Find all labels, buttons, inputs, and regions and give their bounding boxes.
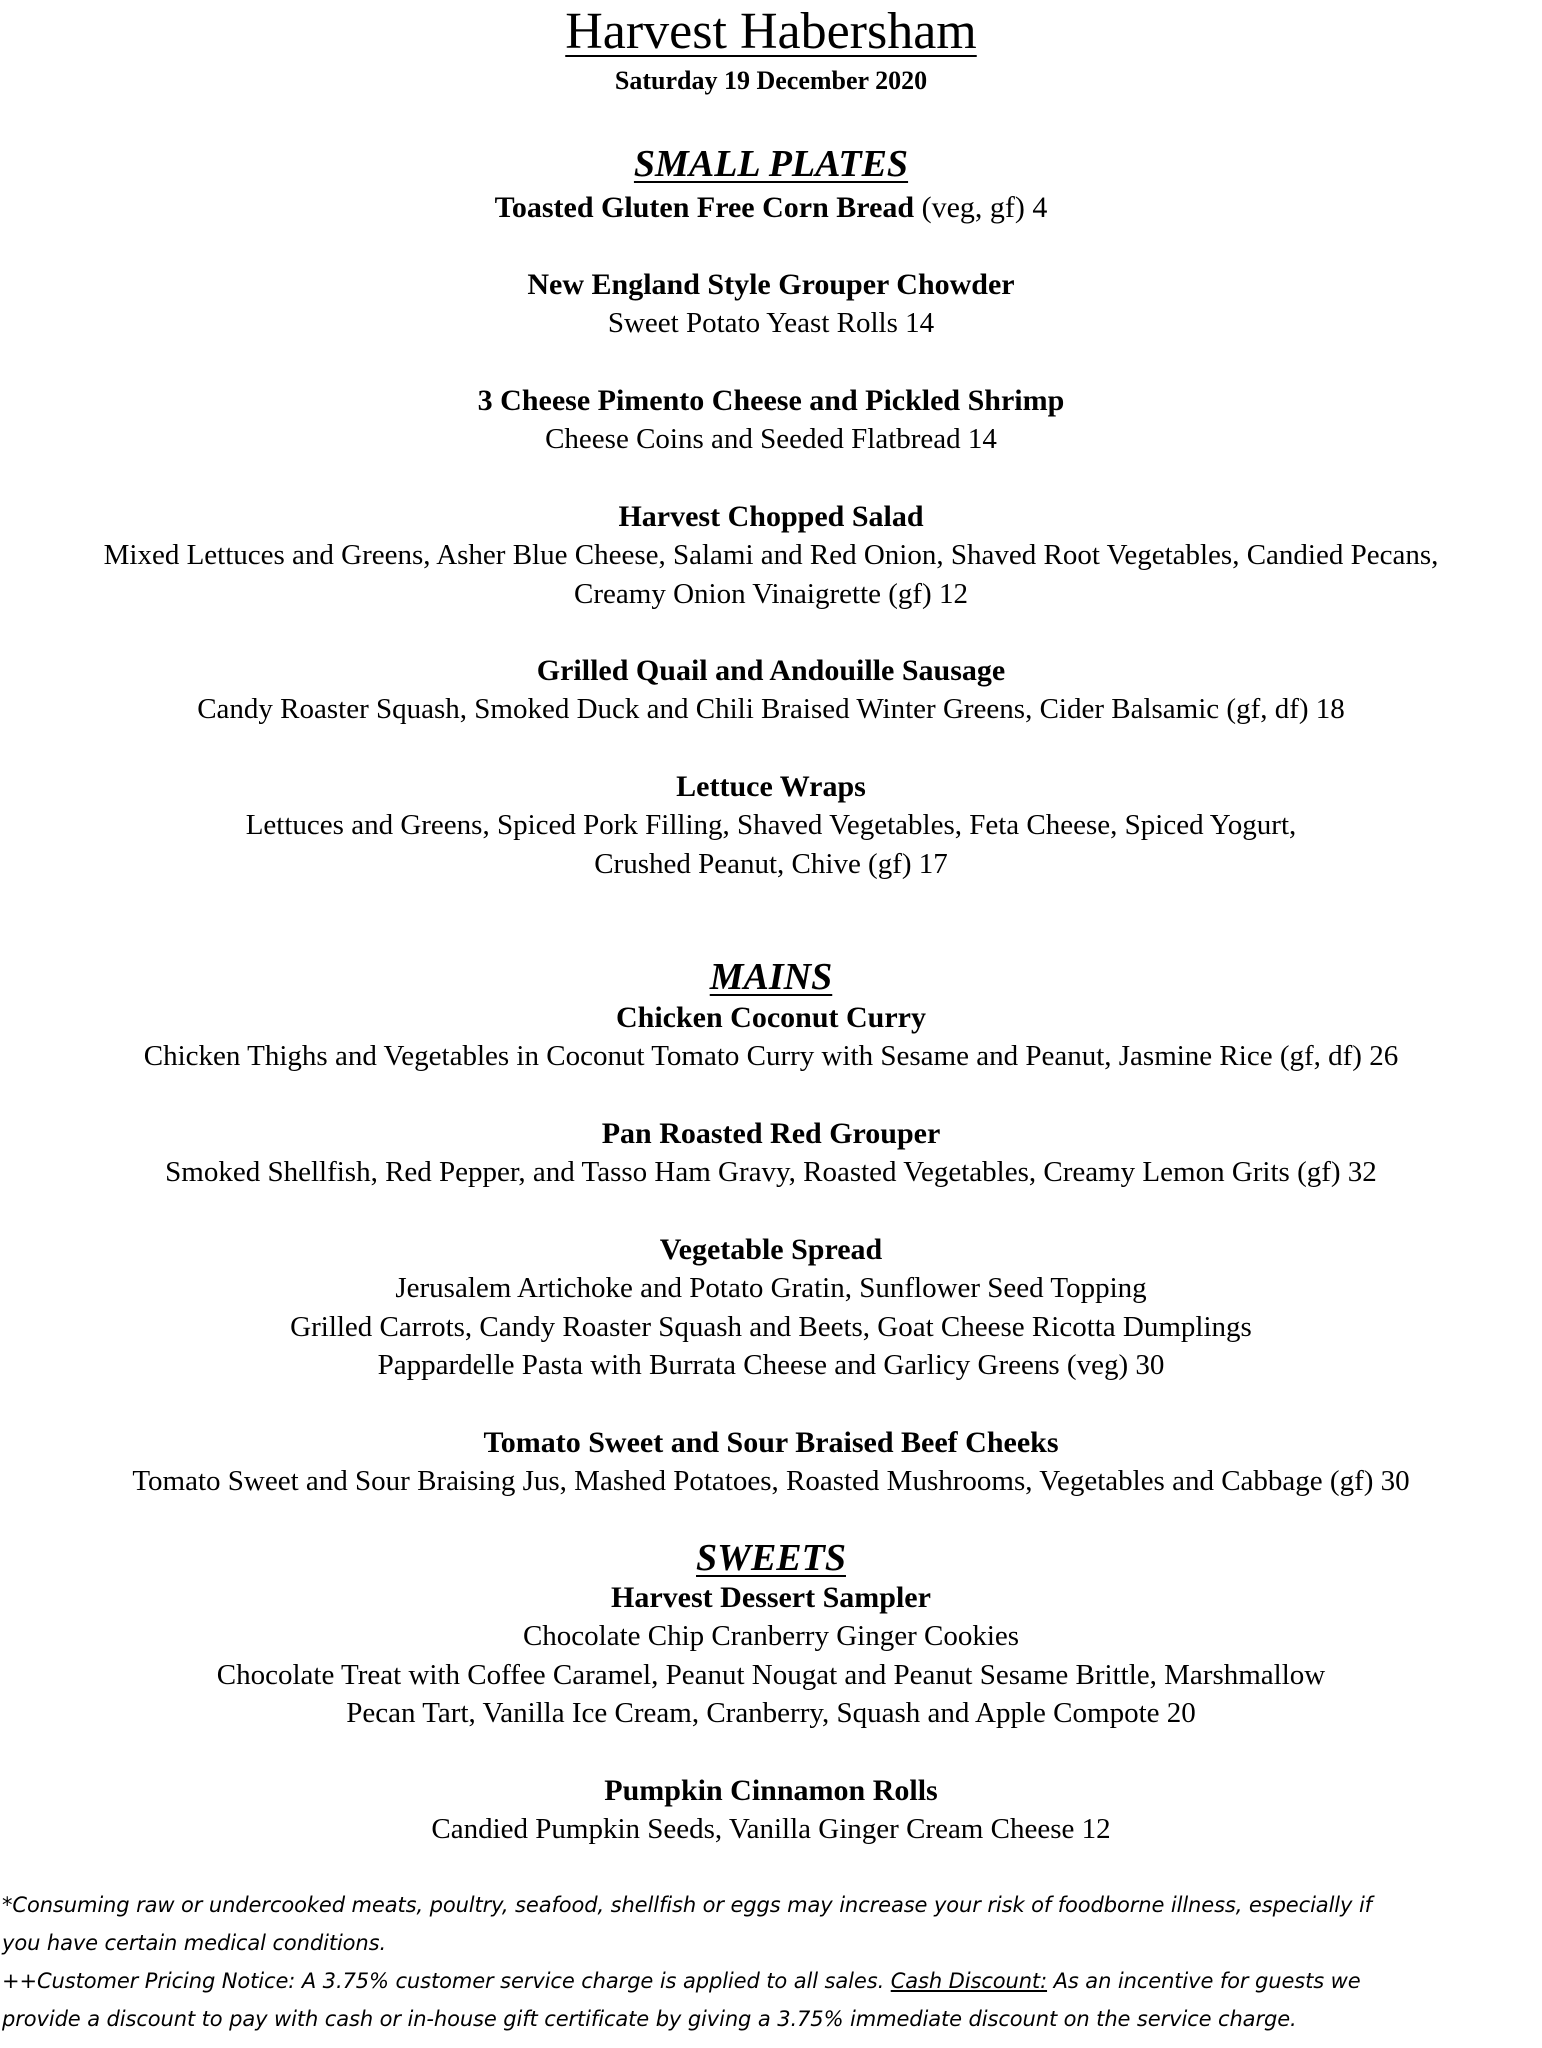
item-description: Smoked Shellfish, Red Pepper, and Tasso Ham Gravy, Roasted Vegetables, Creamy Lemon Grits (gf) 32 xyxy=(165,1156,1377,1188)
item-description: Candied Pumpkin Seeds, Vanilla Ginger Cream Cheese 12 xyxy=(431,1813,1111,1845)
menu-item xyxy=(0,189,1542,227)
item-description: Sweet Potato Yeast Rolls 14 xyxy=(607,307,935,339)
item-description: Cheese Coins and Seeded Flatbread 14 xyxy=(545,423,997,455)
menu-item xyxy=(0,1772,1542,1849)
item-name: Chicken Coconut Curry xyxy=(615,1001,926,1034)
item-name: Pumpkin Cinnamon Rolls xyxy=(604,1774,938,1807)
item-name: Lettuce Wraps xyxy=(676,770,866,803)
item-description: Pappardelle Pasta with Burrata Cheese and Garlicy Greens (veg) 30 xyxy=(377,1349,1165,1381)
item-description: Candy Roaster Squash, Smoked Duck and Chili Braised Winter Greens, Cider Balsamic (gf, df) 18 xyxy=(197,693,1345,725)
item-name: Tomato Sweet and Sour Braised Beef Cheeks xyxy=(483,1426,1059,1459)
item-name: New England Style Grouper Chowder xyxy=(527,268,1015,301)
food-safety-warning: you have certain medical conditions. xyxy=(2,1931,387,1955)
item-name: Grilled Quail and Andouille Sausage xyxy=(536,654,1006,687)
menu-item xyxy=(0,768,1542,883)
item-description: Crushed Peanut, Chive (gf) 17 xyxy=(594,847,948,880)
item-description: Mixed Lettuces and Greens, Asher Blue Cheese, Salami and Red Onion, Shaved Root Vegetables, Candied Pecans, xyxy=(103,539,1439,571)
item-price-note: (veg, gf) 4 xyxy=(914,191,1048,224)
item-description: Chicken Thighs and Vegetables in Coconut Tomato Curry with Sesame and Peanut, Jasmine Rice (gf, df) 26 xyxy=(143,1040,1399,1072)
menu-item xyxy=(0,1115,1542,1192)
section-title-mains: MAINS xyxy=(709,956,833,998)
item-description: Jerusalem Artichoke and Potato Gratin, Sunflower Seed Topping xyxy=(395,1272,1147,1304)
food-safety-warning: *Consuming raw or undercooked meats, poultry, seafood, shellfish or eggs may increase your risk of foodborne illness, especially if xyxy=(2,1893,1372,1917)
pricing-notice: provide a discount to pay with cash or in-house gift certificate by giving a 3.75% immediate discount on the service charge. xyxy=(2,2007,1297,2031)
item-description: Lettuces and Greens, Spiced Pork Filling, Shaved Vegetables, Feta Cheese, Spiced Yogurt, xyxy=(245,809,1297,841)
cash-discount-label: Cash Discount: xyxy=(890,1969,1048,1993)
item-name: 3 Cheese Pimento Cheese and Pickled Shrimp xyxy=(477,384,1065,417)
menu-item xyxy=(0,652,1542,729)
item-name: Harvest Dessert Sampler xyxy=(611,1581,931,1614)
menu-item xyxy=(0,266,1542,343)
item-description: Grilled Carrots, Candy Roaster Squash and Beets, Goat Cheese Ricotta Dumplings xyxy=(290,1310,1252,1343)
item-description: Tomato Sweet and Sour Braising Jus, Mashed Potatoes, Roasted Mushrooms, Vegetables and Cabbage (gf) 30 xyxy=(132,1465,1410,1497)
menu-item xyxy=(0,498,1542,613)
menu-item xyxy=(0,1231,1542,1385)
item-name: Toasted Gluten Free Corn Bread (veg, gf) 4 xyxy=(494,191,1048,224)
footer-notes xyxy=(0,1886,1510,2038)
menu-item xyxy=(0,1579,1542,1733)
menu-item xyxy=(0,382,1542,459)
menu-item xyxy=(0,999,1542,1076)
item-description: Chocolate Chip Cranberry Ginger Cookies xyxy=(522,1620,1020,1652)
item-description: Pecan Tart, Vanilla Ice Cream, Cranberry, Squash and Apple Compote 20 xyxy=(346,1697,1196,1729)
item-name: Pan Roasted Red Grouper xyxy=(601,1117,941,1150)
item-name: Harvest Chopped Salad xyxy=(618,500,924,533)
pricing-notice: ++Customer Pricing Notice: A 3.75% customer service charge is applied to all sales. Cash Discount: As an incentive for guests we xyxy=(2,1969,1361,1993)
restaurant-title: Harvest Habersham xyxy=(565,3,977,60)
item-name: Vegetable Spread xyxy=(659,1233,883,1266)
section-title-small-plates: SMALL PLATES xyxy=(633,143,909,185)
item-description: Creamy Onion Vinaigrette (gf) 12 xyxy=(574,577,968,610)
section-title-sweets: SWEETS xyxy=(696,1537,846,1579)
menu-item xyxy=(0,1424,1542,1501)
menu-date: Saturday 19 December 2020 xyxy=(614,66,928,95)
item-description: Chocolate Treat with Coffee Caramel, Peanut Nougat and Peanut Sesame Brittle, Marshmallow xyxy=(216,1658,1326,1691)
